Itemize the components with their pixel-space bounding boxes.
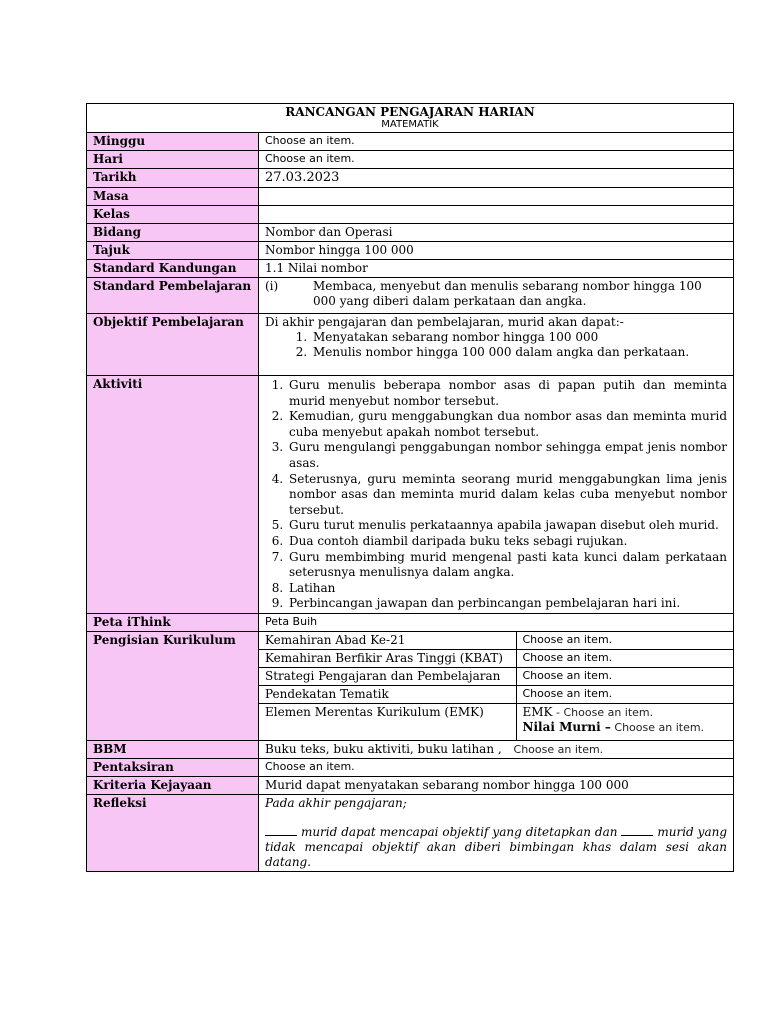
list-item: 9. Perbincangan jawapan dan perbincangan pembelajaran hari ini. <box>287 596 727 612</box>
label-hari: Hari <box>87 151 259 169</box>
kelas-value[interactable] <box>259 206 734 224</box>
row-peta <box>87 613 734 631</box>
list-item: 1. Guru menulis beberapa nombor asas di papan putih dan meminta murid menyebut nombor tersebut. <box>287 378 727 409</box>
tarikh-value[interactable]: 27.03.2023 <box>259 169 734 188</box>
pengisian-name: Strategi Pengajaran dan Pembelajaran <box>259 668 516 686</box>
header-row <box>87 104 734 133</box>
refleksi-text-b: murid yang tidak mencapai objektif akan diberi bimbingan khas dalam sesi akan datang. <box>265 825 728 870</box>
label-pengisian: Pengisian Kurikulum <box>87 631 259 741</box>
refleksi-line1: Pada akhir pengajaran; <box>265 796 407 811</box>
pengisian-table <box>259 632 734 741</box>
label-bbm: BBM <box>87 741 259 759</box>
bbm-value: Buku teks, buku aktiviti, buku latihan , <box>265 742 502 757</box>
minggu-dropdown[interactable]: Choose an item. <box>259 133 734 151</box>
label-tarikh: Tarikh <box>87 169 259 188</box>
standard-pembelajaran-item <box>265 279 727 309</box>
label-refleksi: Refleksi <box>87 795 259 872</box>
label-kriteria: Kriteria Kejayaan <box>87 777 259 795</box>
blank-line[interactable] <box>621 825 653 836</box>
list-item: 8. Latihan <box>287 581 727 597</box>
label-minggu: Minggu <box>87 133 259 151</box>
emk-cell <box>516 704 734 741</box>
list-item: 2. Kemudian, guru menggabungkan dua nombor asas dan meminta murid cuba menyebut apakah nombot tersebut. <box>287 409 727 440</box>
row-bidang <box>87 224 734 242</box>
refleksi-cell[interactable] <box>259 795 734 872</box>
hari-dropdown[interactable]: Choose an item. <box>259 151 734 169</box>
lesson-plan-document <box>86 103 733 872</box>
row-pentaksiran <box>87 759 734 777</box>
kriteria-value[interactable]: Murid dapat menyatakan sebarang nombor hingga 100 000 <box>259 777 734 795</box>
nilai-murni-line[interactable] <box>523 720 729 735</box>
list-item: 1. Menyatakan sebarang nombor hingga 100 000 <box>311 330 727 345</box>
row-bbm <box>87 741 734 759</box>
standard-kandungan-value[interactable]: 1.1 Nilai nombor <box>259 260 734 278</box>
header-cell <box>87 104 734 133</box>
bbm-cell[interactable] <box>259 741 734 759</box>
row-kelas <box>87 206 734 224</box>
subject-name: MATEMATIK <box>381 119 439 130</box>
tajuk-value[interactable]: Nombor hingga 100 000 <box>259 242 734 260</box>
lesson-plan-table <box>86 103 734 872</box>
label-tajuk: Tajuk <box>87 242 259 260</box>
pentaksiran-dropdown[interactable]: Choose an item. <box>259 759 734 777</box>
row-tarikh <box>87 169 734 188</box>
table-row <box>259 686 734 704</box>
objektif-intro: Di akhir pengajaran dan pembelajaran, murid akan dapat:- <box>265 315 624 329</box>
label-bidang: Bidang <box>87 224 259 242</box>
pengisian-name: Elemen Merentas Kurikulum (EMK) <box>259 704 516 741</box>
label-pentaksiran: Pentaksiran <box>87 759 259 777</box>
table-row <box>259 650 734 668</box>
nilai-murni-dropdown[interactable]: Choose an item. <box>610 721 705 735</box>
list-item: 6. Dua contoh diambil daripada buku teks sebagi rujukan. <box>287 534 727 550</box>
strategi-dropdown[interactable]: Choose an item. <box>516 668 734 686</box>
pengisian-name: Kemahiran Berfikir Aras Tinggi (KBAT) <box>259 650 516 668</box>
row-standard-pembelajaran <box>87 278 734 314</box>
aktiviti-list <box>265 378 727 612</box>
table-row <box>259 704 734 741</box>
list-item: 4. Seterusnya, guru meminta seorang murid menggabungkan lima jenis nombor asas dan meminta murid dalam kelas cuba menyebut nombor tersebut. <box>287 472 727 519</box>
nilai-murni-label: Nilai Murni – <box>522 720 611 735</box>
kemahiran-abad-dropdown[interactable]: Choose an item. <box>516 632 734 650</box>
standard-pembelajaran-number: (i) <box>265 279 279 293</box>
emk-label: EMK <box>522 705 553 720</box>
pengisian-name: Pendekatan Tematik <box>259 686 516 704</box>
refleksi-text-a: murid dapat mencapai objektif yang ditetapkan dan <box>297 825 622 840</box>
emk-line[interactable] <box>523 705 729 720</box>
label-peta: Peta iThink <box>87 613 259 631</box>
aktiviti-cell[interactable] <box>259 376 734 614</box>
pengisian-cell <box>259 631 734 741</box>
blank-line[interactable] <box>265 825 297 836</box>
row-minggu <box>87 133 734 151</box>
label-kelas: Kelas <box>87 206 259 224</box>
masa-value[interactable] <box>259 188 734 206</box>
standard-pembelajaran-cell[interactable] <box>259 278 734 314</box>
document-title: RANCANGAN PENGAJARAN HARIAN <box>285 105 535 119</box>
pengisian-name: Kemahiran Abad Ke-21 <box>259 632 516 650</box>
label-objektif: Objektif Pembelajaran <box>87 314 259 376</box>
table-row <box>259 632 734 650</box>
bidang-value[interactable]: Nombor dan Operasi <box>259 224 734 242</box>
list-item: 7. Guru membimbing murid mengenal pasti kata kunci dalam perkataan seterusnya menulisnya dalam angka. <box>287 550 727 581</box>
label-aktiviti: Aktiviti <box>87 376 259 614</box>
row-hari <box>87 151 734 169</box>
standard-pembelajaran-text: Membaca, menyebut dan menulis sebarang nombor hingga 100 000 yang diberi dalam perkataan dan angka. <box>313 279 702 308</box>
row-pengisian <box>87 631 734 741</box>
list-item: 3. Guru mengulangi penggabungan nombor sehingga empat jenis nombor asas. <box>287 440 727 471</box>
pendekatan-tematik-dropdown[interactable]: Choose an item. <box>516 686 734 704</box>
label-standard-pembelajaran: Standard Pembelajaran <box>87 278 259 314</box>
kbat-dropdown[interactable]: Choose an item. <box>516 650 734 668</box>
refleksi-line2 <box>265 825 727 870</box>
row-kriteria <box>87 777 734 795</box>
label-standard-kandungan: Standard Kandungan <box>87 260 259 278</box>
objektif-list <box>265 330 727 360</box>
row-tajuk <box>87 242 734 260</box>
objektif-cell[interactable] <box>259 314 734 376</box>
table-row <box>259 668 734 686</box>
label-masa: Masa <box>87 188 259 206</box>
row-refleksi <box>87 795 734 872</box>
row-standard-kandungan <box>87 260 734 278</box>
emk-dropdown[interactable]: - Choose an item. <box>552 706 654 720</box>
row-aktiviti <box>87 376 734 614</box>
row-objektif <box>87 314 734 376</box>
list-item: 2. Menulis nombor hingga 100 000 dalam angka dan perkataan. <box>311 345 727 360</box>
peta-dropdown[interactable]: Peta Buih <box>259 613 734 631</box>
row-masa <box>87 188 734 206</box>
list-item: 5. Guru turut menulis perkataannya apabila jawapan disebut oleh murid. <box>287 518 727 534</box>
bbm-dropdown[interactable]: Choose an item. <box>513 743 604 757</box>
